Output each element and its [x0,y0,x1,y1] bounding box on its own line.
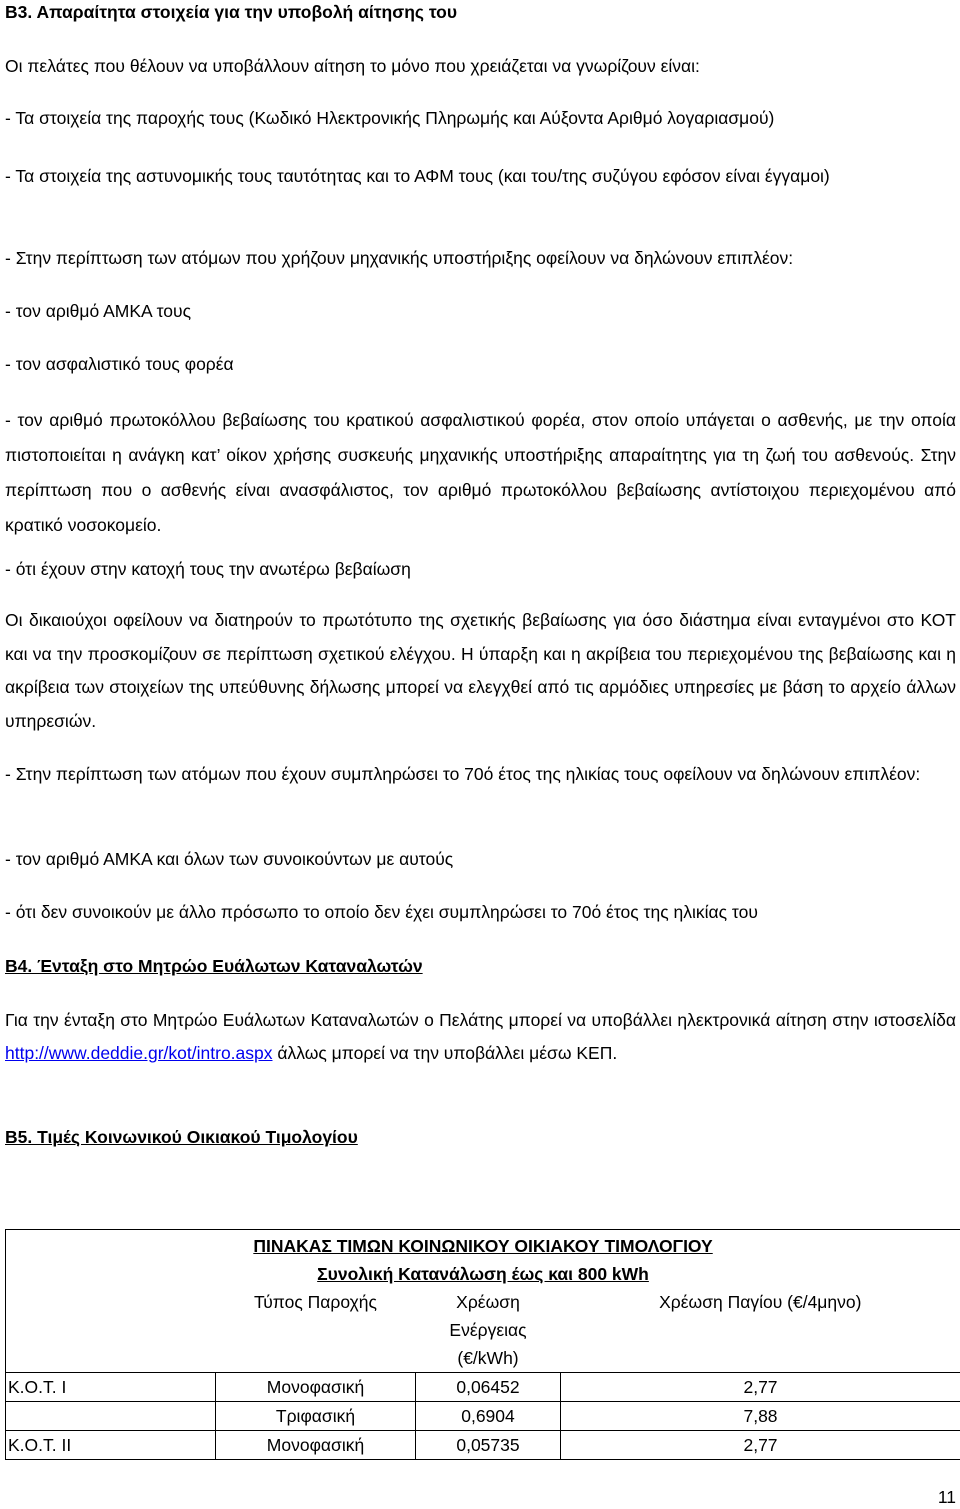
registry-text-end: άλλως μπορεί να την υποβάλλει μέσω ΚΕΠ. [272,1043,618,1063]
list-item: - Στην περίπτωση των ατόμων που χρήζουν μηχανικής υποστήριξης οφείλουν να δηλώνουν επιπλέον: [5,248,794,268]
table-title: ΠΙΝΑΚΑΣ ΤΙΜΩΝ ΚΟΙΝΩΝΙΚΟΥ ΟΙΚΙΑΚΟΥ ΤΙΜΟΛΟΓΙΟΥ [6,1230,960,1261]
uninsured-text: Στην περίπτωση που ο ασθενής είναι ανασφάλιστος, τον αριθμό πρωτοκόλλου βεβαίωσης αντίστοιχου περιεχομένου από κρατικό νοσοκομείο. [5,445,956,535]
list-item: - τον αριθμό ΑΜΚΑ και όλων των συνοικούντων με αυτούς [5,849,454,869]
list-item [5,403,956,543]
page-number: 11 [937,1487,956,1507]
table-cell: 2,77 [561,1373,960,1402]
list-item: - τον αριθμό ΑΜΚΑ τους [5,301,191,321]
table-header: Χρέωση Παγίου (€/4μηνο) [561,1288,960,1373]
table-cell: 7,88 [561,1402,960,1431]
section-b5-heading: Β5. Τιμές Κοινωνικού Οικιακού Τιμολογίου [5,1127,358,1147]
header-line: (€/kWh) [457,1348,519,1368]
intro-paragraph: Οι πελάτες που θέλουν να υποβάλλουν αίτηση το μόνο που χρειάζεται να γνωρίζουν είναι: [5,56,700,76]
registry-paragraph [5,1004,956,1070]
list-item: - ότι έχουν στην κατοχή τους την ανωτέρω βεβαίωση [5,559,411,579]
table-cell: 0,06452 [416,1373,561,1402]
table-row [6,1431,960,1460]
table-cell: Κ.Ο.Τ. ΙΙ [6,1431,216,1460]
list-item: - Στην περίπτωση των ατόμων που έχουν συμπληρώσει το 70ό έτος της ηλικίας τους οφείλουν να δηλώνουν επιπλέον: [5,764,921,784]
list-item: - Τα στοιχεία της παροχής τους (Κωδικό Ηλεκτρονικής Πληρωμής και Αύξοντα Αριθμό λογαριασμού) [5,108,775,128]
section-b3-heading: Β3. Απαραίτητα στοιχεία για την υποβολή αίτησης του [5,2,458,22]
list-item: - τον ασφαλιστικό τους φορέα [5,354,234,374]
table-row [6,1373,960,1402]
table-header: Τύπος Παροχής [216,1288,416,1373]
table-row [6,1402,960,1431]
list-item: - ότι δεν συνοικούν με άλλο πρόσωπο το οποίο δεν έχει συμπληρώσει το 70ό έτος της ηλικίας του [5,902,758,922]
header-line: Χρέωση [456,1292,520,1312]
table-cell: Τριφασική [216,1402,416,1431]
registry-link[interactable]: http://www.deddie.gr/kot/intro.aspx [5,1043,273,1063]
protocol-text: - τον αριθμό πρωτοκόλλου βεβαίωσης του κρατικού ασφαλιστικού φορέα, στον οποίο υπάγεται ο ασθενής, με την οποία πιστοποιείται η ανάγκη κατ’ οίκον χρήσης συσκευής μηχανικής υποστήριξης απαραίτητης για τη ζωή του ασθενούς. [5,410,956,465]
obligations-paragraph: Οι δικαιούχοι οφείλουν να διατηρούν το πρωτότυπο της σχετικής βεβαίωσης για όσο διάστημα είναι ενταγμένοι στο ΚΟΤ και να την προσκομίζουν σε περίπτωση σχετικού ελέγχου. Η ύπαρξη και η ακρίβεια του περιεχομένου της βεβαίωσης και η ακρίβεια των στοιχείων της υπεύθυνης δήλωσης μπορεί να ελεγχθεί από τις αρμόδιες υπηρεσίες με βάση το αρχείο άλλων υπηρεσιών. [5,610,956,731]
header-line: Ενέργειας [449,1320,527,1340]
price-table [5,1229,960,1460]
table-cell [6,1402,216,1431]
table-cell: Κ.Ο.Τ. Ι [6,1373,216,1402]
table-cell: Μονοφασική [216,1373,416,1402]
registry-text: Για την ένταξη στο Μητρώο Ευάλωτων Καταναλωτών ο Πελάτης μπορεί να υποβάλλει ηλεκτρονικά αίτηση στην ιστοσελίδα [5,1010,956,1030]
table-header-blank [6,1288,216,1373]
table-header [416,1288,561,1373]
section-b4-heading: Β4. Ένταξη στο Μητρώο Ευάλωτων Καταναλωτών [5,956,423,976]
table-cell: 0,05735 [416,1431,561,1460]
list-item: - Τα στοιχεία της αστυνομικής τους ταυτότητας και το ΑΦΜ τους (και του/της συζύγου εφόσον είναι έγγαμοι) [5,166,830,186]
table-cell: 2,77 [561,1431,960,1460]
table-cell: 0,6904 [416,1402,561,1431]
table-subtitle: Συνολική Κατανάλωση έως και 800 kWh [6,1260,960,1288]
table-cell: Μονοφασική [216,1431,416,1460]
